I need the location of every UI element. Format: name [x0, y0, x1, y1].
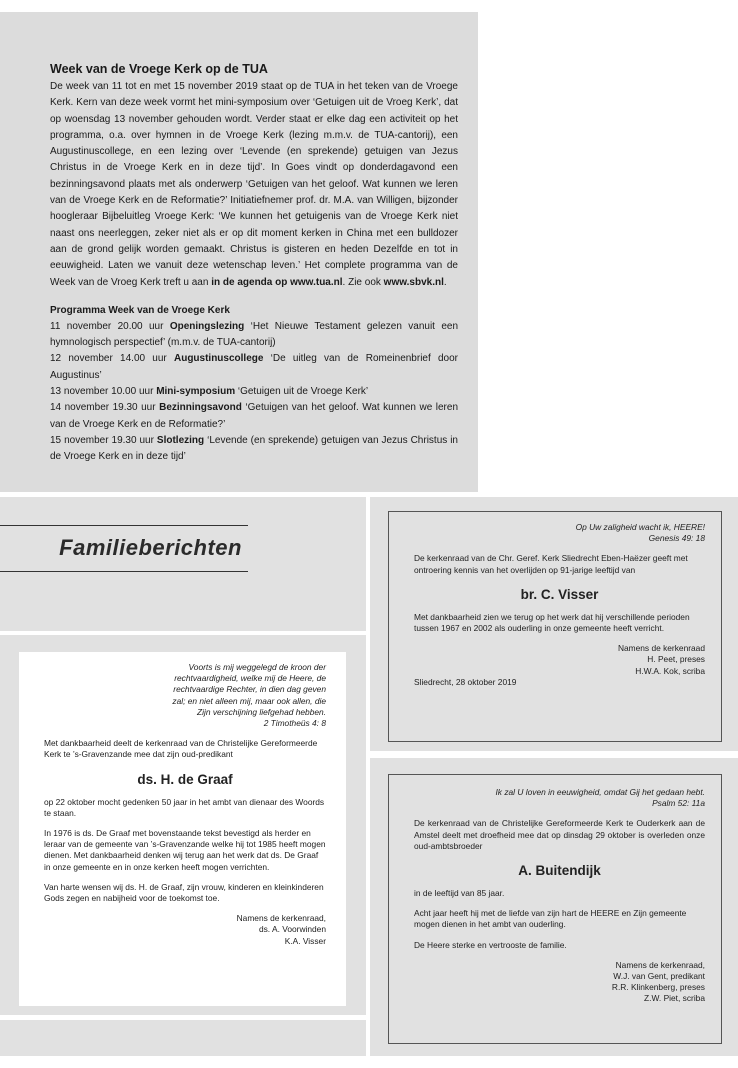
- program-item: [50, 319, 458, 352]
- signature: [414, 643, 705, 677]
- section-title: Familieberichten: [59, 535, 242, 560]
- announcement-paragraph: op 22 oktober mocht gedenken 50 jaar in het ambt van dienaar des Woords te staan.: [44, 796, 325, 818]
- program-item-title: Openingslezing: [169, 320, 245, 332]
- announcement-paragraph: Van harte wensen wij ds. H. de Graaf, zijn vrouw, kinderen en kleinkinderen Gods zegen en nabijheid voor de toekomst toe.: [44, 881, 324, 904]
- signature-line: K.A. Visser: [284, 935, 326, 946]
- announcement-paragraph: Acht jaar heeft hij met de liefde van zijn hart de HEERE en Zijn gemeente mogen dienen in het ambt van ouderling.: [414, 908, 687, 930]
- bible-reference: Genesis 49: 18: [648, 533, 705, 544]
- program-item-desc: ‘Getuigen van het geloof. Wat kunnen we leren van de Vroege Kerk en de Reformatie?’: [50, 402, 459, 430]
- announcement-visser: [388, 511, 722, 742]
- article-week-vroege-kerk: [0, 12, 478, 492]
- announcement-intro: De kerkenraad van de Chr. Geref. Kerk Sliedrecht Eben-Haëzer geeft met ontroering kennis van het overlijden op 91-jarige leeftijd van: [414, 553, 688, 575]
- announcement-paragraph: De Heere sterke en vertrooste de familie.: [414, 939, 567, 950]
- signature: [44, 913, 326, 947]
- program-item-title: Bezinningsavond: [159, 402, 242, 414]
- article-body-mid: . Zie ook: [342, 276, 381, 288]
- program-item-desc: ‘Het Nieuwe Testament gelezen vanuit een hymnologisch perspectief’ (m.m.v. de TUA-cantorij): [50, 320, 458, 349]
- header-divider: [0, 571, 248, 572]
- signature-line: Namens de kerkenraad,: [615, 959, 705, 970]
- program-item-title: Mini-symposium: [156, 386, 236, 398]
- program-item-desc: ‘Levende (en sprekende) getuigen van Jezus Christus in de Vroege Kerk en in deze tijd’: [50, 434, 458, 463]
- bible-quote: [44, 662, 326, 718]
- program-item-title: Slotlezing: [156, 434, 205, 446]
- program-item-time: 11 november 20.00 uur: [50, 320, 164, 332]
- quote-line: rechtvaardige Rechter, in dien dag geven: [173, 684, 326, 695]
- signature-line: Namens de kerkenraad: [617, 643, 705, 654]
- program-item-title: Augustinuscollege: [173, 353, 264, 365]
- article-body: [50, 79, 458, 291]
- article-title: Week van de Vroege Kerk op de TUA: [50, 62, 268, 76]
- quote-line: Zijn verschijning liefgehad hebben.: [197, 706, 326, 717]
- signature-line: H. Peet, preses: [647, 654, 705, 665]
- signature-line: ds. A. Voorwinden: [258, 924, 326, 935]
- program-item-desc: ‘De uitleg van de Romeinenbrief door Augustinus’: [50, 353, 459, 381]
- announcement-intro: De kerkenraad van de Christelijke Gereformeerde Kerk te Ouderkerk aan de Amstel deelt met droefheid mee dat op dinsdag 29 oktober is overleden onze oud-ambtsbroeder: [414, 818, 705, 851]
- program-item-time: 15 november 19.30 uur: [50, 434, 154, 446]
- program-item-time: 14 november 19.30 uur: [50, 402, 156, 414]
- announcement-intro: Met dankbaarheid deelt de kerkenraad van de Christelijke Gereformeerde Kerk te ’s-Gravenzande mee dat zijn oud-predikant: [44, 738, 318, 760]
- familieberichten-header-panel: [0, 497, 366, 631]
- signature: [414, 960, 705, 1005]
- announcement-buitendijk: [388, 774, 722, 1044]
- bible-reference: 2 Timotheüs 4: 8: [263, 718, 326, 729]
- person-name: br. C. Visser: [520, 586, 599, 602]
- bible-quote: Op Uw zaligheid wacht ik, HEERE!: [575, 522, 705, 532]
- place-date: Sliedrecht, 28 oktober 2019: [414, 676, 517, 687]
- person-name: A. Buitendijk: [518, 863, 601, 879]
- signature-line: Z.W. Piet, scriba: [644, 993, 705, 1004]
- sbvk-link[interactable]: www.sbvk.nl: [383, 276, 444, 288]
- bottom-strip: [0, 1020, 366, 1056]
- program-item-desc: ‘Getuigen uit de Vroege Kerk’: [237, 386, 369, 398]
- signature-line: Namens de kerkenraad,: [236, 913, 326, 924]
- program-item: [50, 433, 458, 466]
- signature-line: R.R. Klinkenberg, preses: [611, 982, 705, 993]
- program-item: [50, 351, 458, 384]
- announcement-graaf: [19, 652, 346, 1006]
- program-title: Programma Week van de Vroege Kerk: [50, 304, 230, 316]
- header-divider: [0, 525, 248, 526]
- person-name: ds. H. de Graaf: [137, 771, 233, 787]
- signature-line: W.J. van Gent, predikant: [613, 971, 705, 982]
- quote-line: rechtvaardigheid, welke mij de Heere, de: [174, 673, 326, 684]
- bible-reference: Psalm 52: 11a: [652, 798, 705, 809]
- program-item: [50, 384, 458, 400]
- announcement-paragraph: Met dankbaarheid zien we terug op het werk dat hij verschillende perioden tussen 1967 en 2002 als ouderling in onze gemeente heeft verricht.: [414, 611, 690, 634]
- signature-line: H.W.A. Kok, scriba: [635, 665, 705, 676]
- quote-line: Voorts is mij weggelegd de kroon der: [188, 662, 326, 672]
- agenda-link[interactable]: in de agenda op www.tua.nl: [211, 276, 343, 288]
- article-body-end: .: [443, 276, 447, 288]
- announcement-paragraph: in de leeftijd van 85 jaar.: [414, 888, 505, 899]
- program-item: [50, 400, 458, 433]
- announcement-paragraph: In 1976 is ds. De Graaf met bovenstaande tekst bevestigd als herder en leraar van de gemeente van ’s-Gravenzande welke hij tot 1985 heeft mogen dienen. Met dankbaarheid denken wij terug aan het werk dat ds. De Graaf in onze gemeente en in onze kerken heeft mogen verrichten.: [44, 828, 326, 872]
- quote-line: zal; en niet alleen mij, maar ook allen, die: [172, 695, 326, 706]
- program-item-time: 13 november 10.00 uur: [50, 386, 154, 398]
- program-item-time: 12 november 14.00 uur: [50, 353, 167, 365]
- bible-quote: Ik zal U loven in eeuwigheid, omdat Gij het gedaan hebt.: [495, 787, 705, 797]
- article-body-intro: De week van 11 tot en met 15 november 2019 staat op de TUA in het teken van de Vroege Kerk. Kern van deze week vormt het mini-symposium over ‘Getuigen uit de Vroeg Kerk’, dat op woensdag 13 november gehouden wordt. Verder staat er elke dag een activiteit op het programma, o.a. over hymnen in de Vroege Kerk (lezing m.m.v. de TUA-cantorij), een Augustinuscollege, en een lezing over ‘Levende (en sprekende) getuigen van Jezus Christus in de Vroege Kerk en in deze tijd’. In Goes vindt op donderdagavond een bezinningsavond plaats met als onderwerp ‘Getuigen van het geloof. Wat kunnen we leren van de Vroege Kerk en de Reformatie?’ Initiatiefnemer prof. dr. M.A. van Willigen, bijzonder hoogleraar Bijbeluitleg Vroege Kerk: ‘We kunnen het getuigenis van de Vroege Kerk niet naast ons neerleggen, zeker niet als er op dit moment kerken in China met een bulldozer aan de grond gelijk worden gemaakt. Christus is gisteren en heden Dezelfde en tot in eeuwigheid. Laten we vanuit deze wetenschap leven.’ Het complete programma van de Week van de Vroeg Kerk treft u aan: [50, 81, 458, 288]
